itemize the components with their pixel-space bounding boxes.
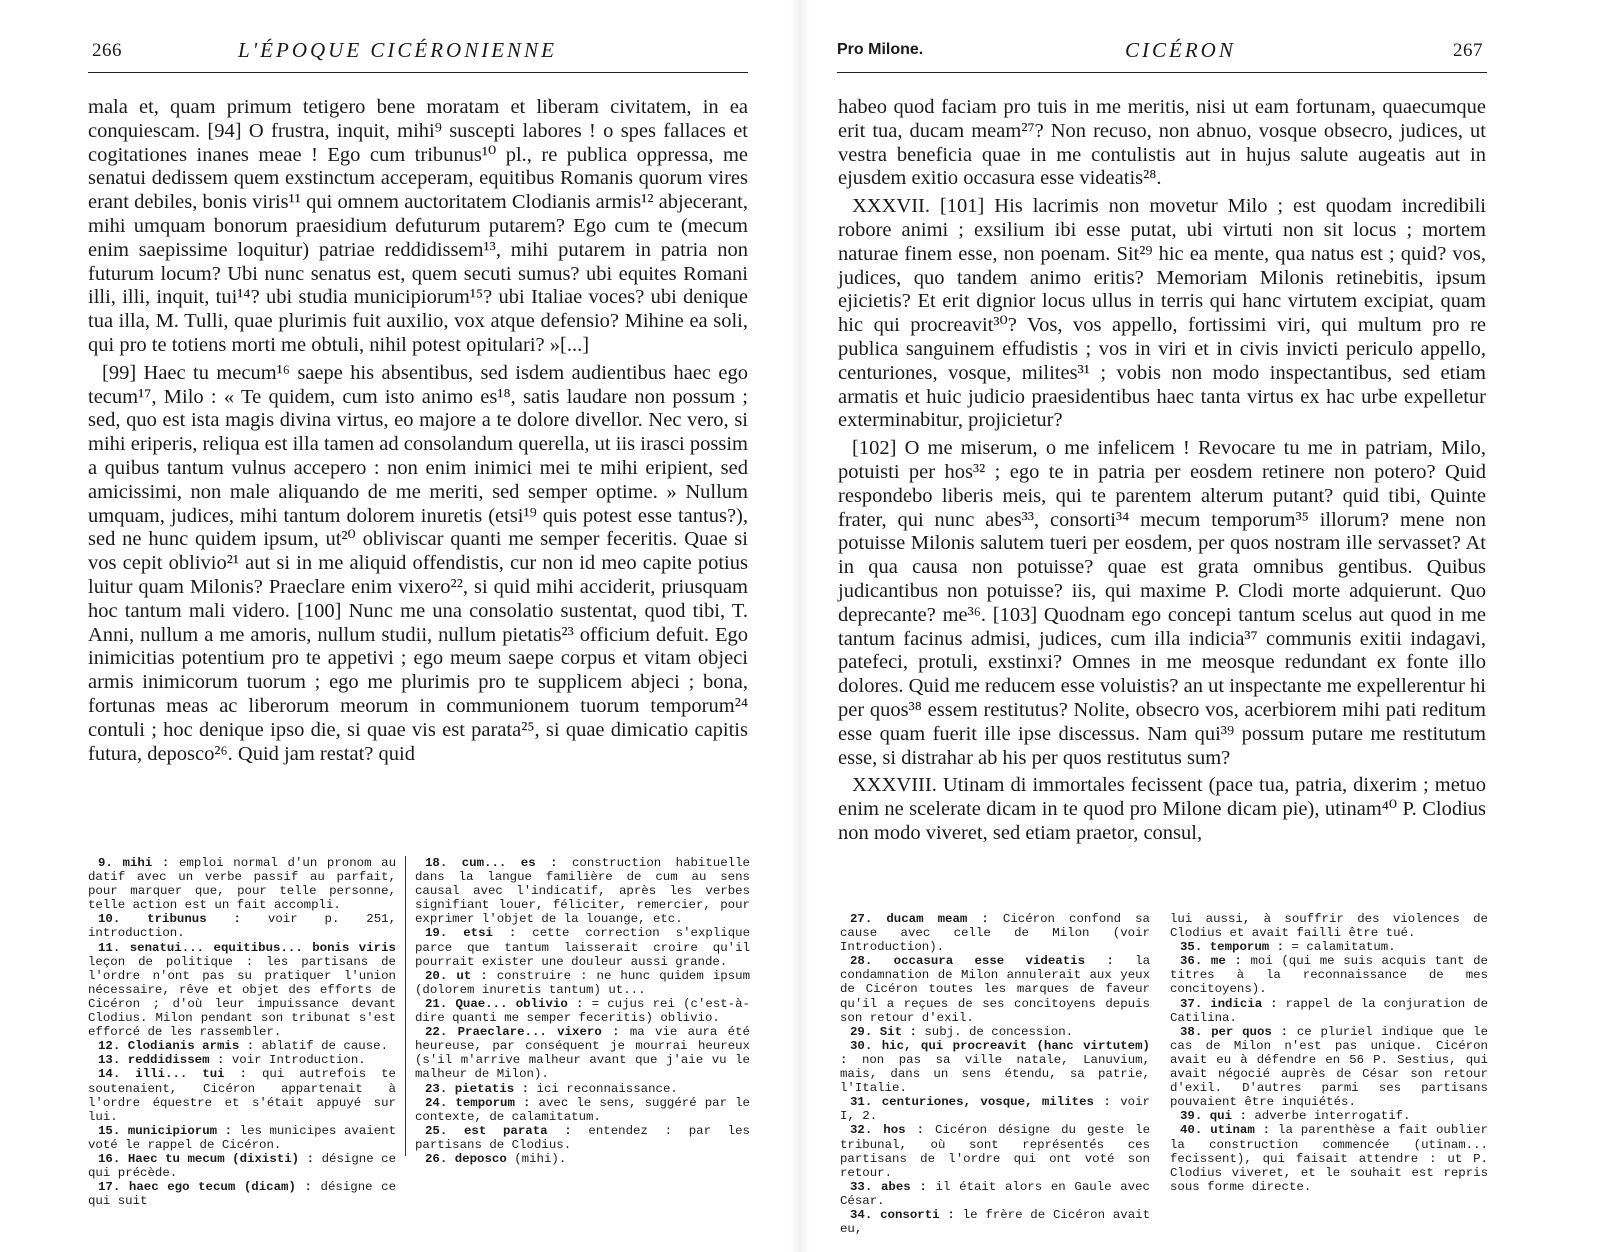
footnote: 38. per quos : ce pluriel indique que le cas de Milon n'est pas unique. Cicéron avait eu à défendre en 56 P. Sestius, qui avait négocié auprès de César son retour d'exil. D'autres parmi ses partisans pouvaient être inquiétés. [1170,1024,1488,1110]
paragraph: [102] O me miserum, o me infelicem ! Revocare tu me in patriam, Milo, potuisti per hos³² ; ego te in patria per eosdem retinere non potero? Quid respondebo liberis meis, qui te parentem alterum putant? quid tibi, Quinte frater, qui nunc abes³³, consorti³⁴ mecum temporum³⁵ illorum? mene non potuisse Milonis salutem tueri per eosdem, per quos nostram ille servasset? At in qua causa non potuisse? quae est grata omnibus gentibus. Quibus judicantibus non potuisse? iis, qui maxime P. Clodi morte adquierunt. Quo deprecante? me³⁶. [103] Quodnam ego concepi tantum scelus aut quod in me tantum facinus admisi, judices, cum illa indicia³⁷ communis exitii indagavi, patefeci, protuli, exstinxi? Omnes in me meosque redundant ex fonte illo dolores. Quid me reducem esse voluistis? an ut inspectante me expellerentur hi per quos³⁸ essem restitutus? Nolite, obsecro vos, acerbiorem mihi pati reditum esse quam fuerit ille ipse discessus. Nam qui³⁹ possum putare me restitutum esse, si distrahar ab his per quos restitutus sum? [838,437,1486,769]
running-title: L'ÉPOQUE CICÉRONIENNE [238,38,557,62]
footnote: 35. temporum : = calamitatum. [1180,940,1396,955]
footnote: 40. utinam : la parenthèse a fait oublier la construction commencée (utinam... fecissent), qui faisait attendre : ut P. Clodius viveret, et le souhait est repris sous forme directe. [1170,1123,1488,1194]
footnote: 34. consorti : le frère de Cicéron avait eu, [840,1207,1151,1237]
footnote-continued: lui aussi, à souffrir des violences de Clodius et avait failli être tué. [1170,912,1488,941]
latin-text [88,96,748,766]
footnote: 37. indicia : rappel de la conjuration de Catilina. [1170,996,1488,1025]
footnote: 21. Quae... oblivio : = cujus rei (c'est-à-dire quanti me semper feceritis) oblivio. [415,996,750,1026]
footnote: 19. etsi : cette correction s'explique parce que tantum laisserait croire qu'il pourrait exister une douleur aussi grande. [415,926,751,969]
footnote: 20. ut : construire : ne hunc quidem ipsum (dolorem inuretis tantum) ut... [415,968,751,997]
footnote: 9. mihi : emploi normal d'un pronom au datif avec un verbe passif au parfait, pour marquer que, pour telle personne, telle action est un fait accompli. [88,856,397,913]
right-page [800,0,1600,1252]
footnotes-column-2 [415,856,750,1166]
footnote: 15. municipiorum : les municipes avaient voté le rappel de Cicéron. [88,1123,397,1152]
paragraph: habeo quod faciam pro tuis in me meritis, nisi ut eam fortunam, quaecumque erit tua, ducam meam²⁷? Non recuso, non abnuo, vosque obsecro, judices, ut vestra beneficia quae in me contulistis aut in hujus salute augeatis aut in ejusdem exitio occasura esse videatis²⁸. [838,96,1486,190]
footnote: 22. Praeclare... vixero : ma vie aura été heureuse, par conséquent je mourrai heureux (s'il m'arrive malheur avant que j'aie vu le malheur de Milon). [415,1025,750,1082]
footnotes-column-1 [88,856,396,1208]
footnote: 28. occasura esse videatis : la condamnation de Milon annulerait aux yeux de Cicéron toutes les marques de faveur qu'il a reçues de ses concitoyens depuis son retour d'exil. [840,954,1151,1025]
footnote: 23. pietatis : ici reconnaissance. [425,1081,678,1096]
running-short-title: Pro Milone. [837,41,924,58]
right-running-head [837,36,1487,73]
paragraph: [99] Haec tu mecum¹⁶ saepe his absentibus, sed isdem audientibus haec ego tecum¹⁷, Milo : « Te quidem, cum isto animo es¹⁸, satis laudare non possum ; sed, quo est ista magis divina virtus, eo majore a te dolore divellor. Nec vero, si mihi eriperis, reliqua est illa tamen ad consolandum querella, ut iis irasci possim a quibus tantum vulnus accepero : non enim inimici mei te mihi eripient, sed amicissimi, non male aliquando de me meriti, sed semper optime. » Nullum umquam, judices, mihi tantum dolorem inuretis (etsi¹⁹ quis potest esse tantus?), sed ne hunc quidem ipsum, ut²⁰ obliviscar quanti me semper feceritis. Quae si vos cepit oblivio²¹ aut si in me aliquid offendistis, cur non id meo capite potius luitur quam Milonis? Praeclare enim vixero²², si quid mihi acciderit, priusquam hoc tantum mali videro. [100] Nunc me una consolatio sustentat, quod tibi, T. Anni, nullum a me amoris, nullum studii, nullum pietatis²³ officium defuit. Ego inimicitias potentium pro te appetivi ; ego meum saepe corpus et vitam objeci armis inimicorum tuorum ; ego me plurimis pro te supplicem abjeci ; bona, fortunas meas ac liberorum meorum in communionem tuorum temporum²⁴ contuli ; hoc denique ipso die, si quae vis est parata²⁵, si quae dimicatio capitis futura, deposco²⁶. Quid jam restat? quid [88,361,748,765]
footnote: 36. me : moi (qui me suis acquis tant de titres à la reconnaissance de mes concitoyens). [1170,954,1488,997]
footnote: 25. est parata : entendez : par les partisans de Clodius. [415,1123,750,1152]
footnote: 12. Clodianis armis : ablatif de cause. [98,1039,388,1054]
running-title: CICÉRON [1125,38,1236,62]
footnote: 31. centuriones, vosque, milites : voir I, 2. [840,1095,1150,1124]
footnote: 27. ducam meam : Cicéron confond sa cause avec celle de Milon (voir Introduction). [840,912,1150,955]
footnote: 18. cum... es : construction habituelle dans la langue familière de cum au sens causal avec l'indicatif, après les verbes signifiant louer, féliciter, remercier, pour exprimer l'objet de la louange, etc. [415,856,750,927]
column-divider [405,856,406,1156]
footnote: 33. abes : il était alors en Gaule avec César. [840,1179,1150,1208]
page-number: 267 [1453,40,1483,61]
footnote: 10. tribunus : voir p. 251, introduction. [88,912,397,941]
footnote: 11. senatui... equitibus... bonis viris leçon de politique : les partisans de l'ordre n'ont pas su pratiquer l'union nécessaire, rêve et objet des efforts de Cicéron ; d'où leur impuissance devant Clodius. Milon pendant son tribunat s'est efforcé de les rassembler. [88,940,396,1040]
page-number: 266 [92,40,122,61]
footnote: 13. reddidissem : voir Introduction. [98,1053,366,1068]
paragraph: XXXVII. [101] His lacrimis non movetur Milo ; est quodam incredibili robore animi ; exsilium ibi esse putat, ubi virtuti non sit locus ; mortem naturae finem esse, non poenam. Sit²⁹ hic ea mente, qua natus est ; quid? vos, judices, quo tandem animo eritis? Memoriam Milonis retinebitis, ipsum ejicietis? Et erit dignior locus ullus in terris qui hanc virtutem excipiat, quam hic qui procreavit³⁰? Vos, vos appello, fortissimi viri, qui multum pro re publica sanguinem effudistis ; vos in viri et in civis invicti periculo appello, centuriones, vosque, milites³¹ ; vobis non modo inspectantibus, sed etiam armatis et huic judicio praesidentibus haec tanta virtus ex hac urbe expelletur exterminabitur, projicietur? [838,195,1486,432]
footnotes-column-1 [840,912,1150,1236]
latin-text [838,96,1486,846]
footnote: 26. deposco (mihi). [425,1151,567,1166]
footnote: 30. hic, qui procreavit (hanc virtutem) : non pas sa ville natale, Lanuvium, mais, dans un sens étendu, sa patrie, l'Italie. [840,1038,1151,1096]
footnote: 17. haec ego tecum (dicam) : désigne ce qui suit [88,1180,397,1209]
paragraph: XXXVIII. Utinam di immortales fecissent (pace tua, patria, dixerim ; metuo enim ne scelerate dicam in te quod pro Milone dicam pie), utinam⁴⁰ P. Clodius non modo viveret, sed etiam praetor, consul, [838,774,1486,844]
footnote: 24. temporum : avec le sens, suggéré par le contexte, de calamitatum. [415,1095,750,1124]
footnotes-column-2 [1170,912,1488,1194]
left-running-head [88,36,748,73]
footnote: 32. hos : Cicéron désigne du geste le tribunal, où sont représentés ces partisans de l'ordre qui ont voté son retour. [840,1123,1151,1180]
footnote: 29. Sit : subj. de concession. [850,1024,1074,1039]
footnote: 16. Haec tu mecum (dixisti) : désigne ce qui précède. [88,1151,397,1181]
paragraph: mala et, quam primum tetigero bene moratam et liberam civitatem, in ea conquiescam. [94] O frustra, inquit, mihi⁹ suscepti labores ! o spes fallaces et cogitationes inanes meae ! Ego cum tribunus¹⁰ pl., re publica oppressa, me senatui dedissem quem exstinctum acceperam, equitibus Romanis quorum vires erant debiles, bonis viris¹¹ qui omnem auctoritatem Clodianis armis¹² abjecerant, mihi umquam bonorum praesidium defuturum putarem? Ego cum te (mecum enim saepissime loquitur) patriae reddidissem¹³, mihi putarem in patria non futurum locum? Ubi nunc senatus est, quem secuti sumus? ubi equites Romani illi, illi, inquit, tui¹⁴? ubi studia municipiorum¹⁵? ubi Italiae voces? ubi denique tua illa, M. Tulli, quae plurimis fuit auxilio, vox atque defensio? Mihine ea soli, qui pro te totiens morti me obtuli, nihil potest opitulari? »[...] [88,96,748,356]
footnote: 14. illi... tui : qui autrefois te soutenaient, Cicéron appartenait à l'ordre équestre et s'était appuyé sur lui. [88,1067,396,1124]
footnote: 39. qui : adverbe interrogatif. [1180,1109,1411,1124]
